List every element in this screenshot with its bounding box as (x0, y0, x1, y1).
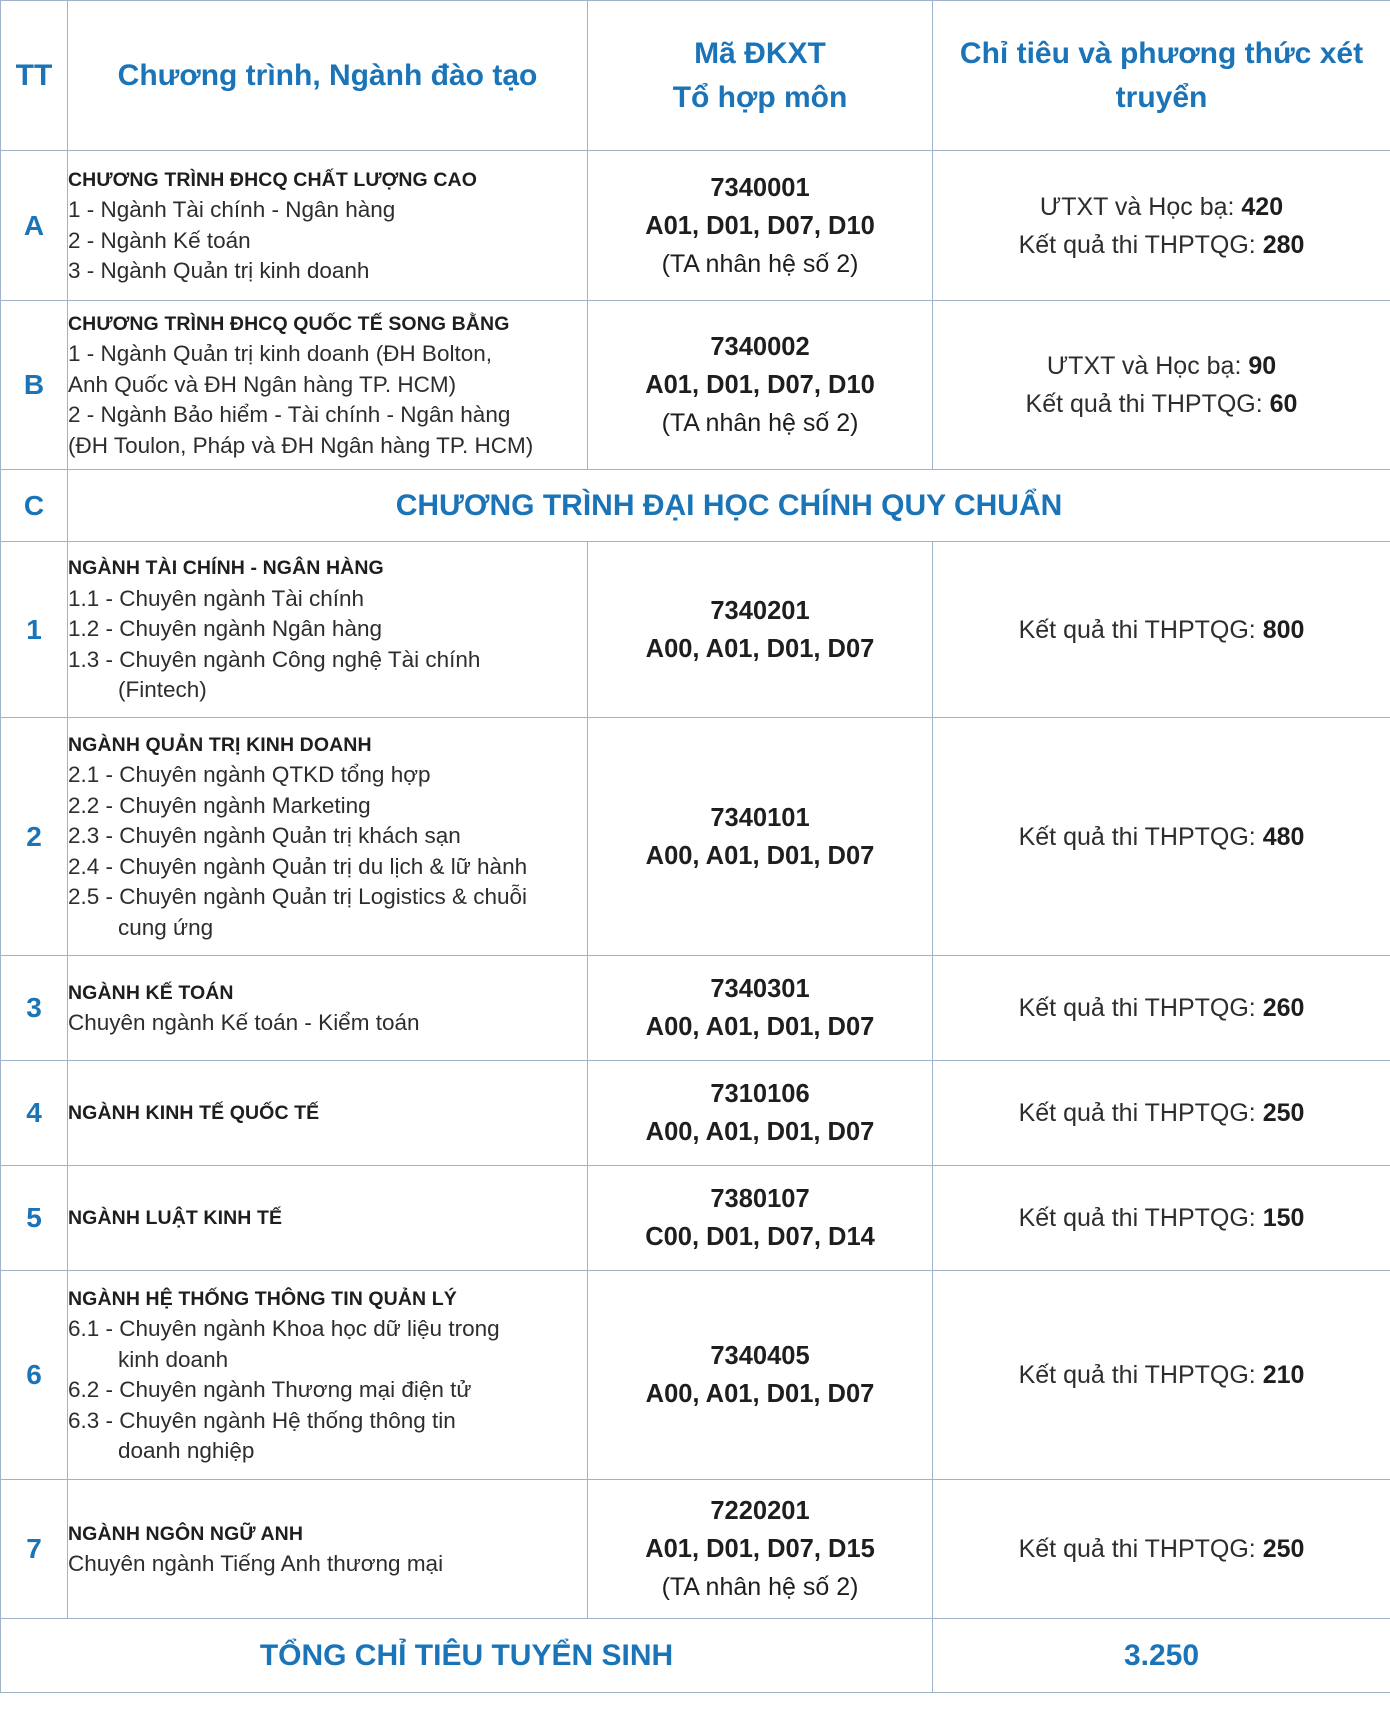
row-tt: 7 (1, 1480, 68, 1619)
quota-value: 60 (1269, 390, 1298, 418)
section-title: CHƯƠNG TRÌNH ĐẠI HỌC CHÍNH QUY CHUẨN (68, 470, 1390, 542)
program-title: NGÀNH QUẢN TRỊ KINH DOANH (68, 733, 372, 756)
admission-code: 7340001 (710, 173, 810, 202)
coefficient-note: (TA nhân hệ số 2) (661, 249, 859, 278)
program-cell (68, 1061, 588, 1166)
quota-line (933, 347, 1390, 385)
table-row-6 (1, 1271, 1390, 1480)
row-tt: C (1, 470, 68, 542)
program-item: 6.3 - Chuyên ngành Hệ thống thông tin (68, 1407, 456, 1433)
quota-cell (933, 1166, 1390, 1271)
program-item: 6.1 - Chuyên ngành Khoa học dữ liệu trong (68, 1316, 500, 1341)
row-tt: 6 (1, 1271, 68, 1480)
admission-code: 7380107 (710, 1185, 810, 1213)
code-cell (588, 956, 933, 1061)
program-item: Chuyên ngành Tiếng Anh thương mại (68, 1551, 444, 1576)
program-title: NGÀNH TÀI CHÍNH - NGÂN HÀNG (68, 557, 384, 580)
quota-line (933, 1094, 1390, 1132)
header-program-label: Chương trình, Ngành đào tạo (117, 58, 538, 92)
quota-value: 150 (1262, 1204, 1305, 1232)
program-item: 2.2 - Chuyên ngành Marketing (68, 792, 371, 818)
quota-value: 280 (1262, 230, 1305, 259)
program-title: NGÀNH KẾ TOÁN (68, 981, 234, 1004)
code-cell (588, 1061, 933, 1166)
quota-line (933, 611, 1390, 649)
code-cell (588, 718, 933, 956)
quota-cell (933, 1480, 1390, 1619)
admission-code: 7340201 (710, 596, 810, 625)
header-quota-line1: Chỉ tiêu và phương thức xét (959, 36, 1364, 70)
quota-cell (933, 1061, 1390, 1166)
quota-value: 90 (1248, 352, 1277, 380)
program-cell (68, 1480, 588, 1619)
subject-combination: A01, D01, D07, D10 (645, 211, 875, 240)
row-tt: 1 (1, 542, 68, 718)
program-cell (68, 1166, 588, 1271)
quota-line (933, 385, 1390, 423)
quota-line (933, 818, 1390, 856)
quota-line (933, 1356, 1390, 1394)
program-item: 2.4 - Chuyên ngành Quản trị du lịch & lữ hành (68, 853, 528, 879)
program-item: 6.2 - Chuyên ngành Thương mại điện tử (68, 1377, 472, 1402)
subject-combination: A00, A01, D01, D07 (645, 1380, 875, 1408)
subject-combination: A00, A01, D01, D07 (645, 634, 875, 663)
code-cell (588, 542, 933, 718)
program-title: NGÀNH KINH TẾ QUỐC TẾ (68, 1101, 320, 1124)
code-cell (588, 301, 933, 470)
program-item: 2.5 - Chuyên ngành Quản trị Logistics & chuỗi (68, 884, 528, 910)
program-item: 1 - Ngành Tài chính - Ngân hàng (68, 197, 396, 222)
program-item: 1.1 - Chuyên ngành Tài chính (68, 585, 365, 611)
program-cell (68, 301, 588, 470)
admission-code: 7310106 (710, 1080, 810, 1108)
quota-value: 800 (1262, 615, 1305, 644)
quota-value: 260 (1262, 994, 1305, 1022)
program-cell (68, 956, 588, 1061)
quota-cell (933, 542, 1390, 718)
program-item: 3 - Ngành Quản trị kinh doanh (68, 258, 370, 283)
program-title: CHƯƠNG TRÌNH ĐHCQ CHẤT LƯỢNG CAO (68, 168, 477, 191)
quota-label: Kết quả thi THPTQG: (1018, 994, 1263, 1022)
program-item: Chuyên ngành Kế toán - Kiểm toán (68, 1010, 420, 1035)
quota-line (933, 989, 1390, 1027)
subject-combination: A01, D01, D07, D10 (645, 371, 875, 399)
program-title: NGÀNH NGÔN NGỮ ANH (68, 1522, 304, 1545)
table-row-1 (1, 542, 1390, 718)
table-row-b (1, 301, 1390, 470)
coefficient-note: (TA nhân hệ số 2) (661, 409, 859, 437)
program-cell (68, 542, 588, 718)
program-item: 2.3 - Chuyên ngành Quản trị khách sạn (68, 823, 461, 849)
program-title: CHƯƠNG TRÌNH ĐHCQ QUỐC TẾ SONG BẰNG (68, 312, 510, 335)
coefficient-note: (TA nhân hệ số 2) (661, 1573, 859, 1601)
quota-cell (933, 1271, 1390, 1480)
quota-label: Kết quả thi THPTQG: (1018, 822, 1263, 851)
subject-combination: C00, D01, D07, D14 (645, 1223, 875, 1251)
code-cell (588, 151, 933, 301)
quota-label: Kết quả thi THPTQG: (1018, 1204, 1263, 1232)
row-tt: A (1, 151, 68, 301)
header-code (588, 1, 933, 151)
total-value: 3.250 (933, 1619, 1390, 1693)
admission-code: 7340101 (710, 803, 810, 832)
quota-line (933, 1530, 1390, 1568)
quota-value: 420 (1241, 192, 1284, 221)
admission-code: 7340405 (710, 1342, 810, 1370)
table-row-2 (1, 718, 1390, 956)
program-item: 2 - Ngành Kế toán (68, 227, 251, 253)
program-item: (ĐH Toulon, Pháp và ĐH Ngân hàng TP. HCM) (68, 432, 534, 458)
program-item: 2.1 - Chuyên ngành QTKD tổng hợp (68, 762, 431, 788)
program-title: NGÀNH LUẬT KINH TẾ (68, 1206, 283, 1229)
program-title: NGÀNH HỆ THỐNG THÔNG TIN QUẢN LÝ (68, 1287, 457, 1310)
quota-cell (933, 956, 1390, 1061)
admission-code: 7340002 (710, 333, 810, 361)
admission-code: 7220201 (710, 1497, 810, 1525)
total-row (1, 1619, 1390, 1693)
code-cell (588, 1166, 933, 1271)
table-header-row (1, 1, 1390, 151)
subject-combination: A00, A01, D01, D07 (645, 1013, 875, 1041)
quota-label: ƯTXT và Học bạ: (1046, 352, 1249, 380)
program-item: (Fintech) (118, 677, 207, 703)
quota-line (933, 226, 1390, 264)
program-item: 1.3 - Chuyên ngành Công nghệ Tài chính (68, 646, 481, 672)
subject-combination: A00, A01, D01, D07 (645, 1118, 875, 1146)
subject-combination: A00, A01, D01, D07 (645, 841, 875, 870)
header-code-line2: Tổ hợp môn (672, 80, 848, 114)
program-item: kinh doanh (118, 1346, 229, 1372)
row-tt: 2 (1, 718, 68, 956)
program-item: 2 - Ngành Bảo hiểm - Tài chính - Ngân hàng (68, 402, 511, 428)
program-item: doanh nghiệp (118, 1438, 255, 1463)
table-row-c (1, 470, 1390, 542)
total-label: TỔNG CHỈ TIÊU TUYỂN SINH (1, 1619, 933, 1693)
program-cell (68, 1271, 588, 1480)
header-tt (1, 1, 68, 151)
quota-value: 210 (1262, 1361, 1305, 1389)
quota-label: Kết quả thi THPTQG: (1018, 1535, 1263, 1563)
code-cell (588, 1480, 933, 1619)
code-cell (588, 1271, 933, 1480)
quota-line (933, 1199, 1390, 1237)
quota-label: Kết quả thi THPTQG: (1018, 230, 1263, 259)
quota-value: 250 (1262, 1099, 1305, 1127)
row-tt: 4 (1, 1061, 68, 1166)
row-tt: B (1, 301, 68, 470)
header-tt-label: TT (15, 58, 53, 92)
quota-label: Kết quả thi THPTQG: (1018, 1361, 1263, 1389)
quota-cell (933, 151, 1390, 301)
program-item: Anh Quốc và ĐH Ngân hàng TP. HCM) (68, 371, 457, 397)
quota-line (933, 188, 1390, 226)
header-quota-line2: truyển (1115, 80, 1208, 114)
header-quota (933, 1, 1390, 151)
quota-label: ƯTXT và Học bạ: (1039, 192, 1242, 221)
quota-cell (933, 301, 1390, 470)
quota-value: 250 (1262, 1535, 1305, 1563)
program-item: cung ứng (118, 914, 214, 940)
table-row-5 (1, 1166, 1390, 1271)
program-item: 1 - Ngành Quản trị kinh doanh (ĐH Bolton, (68, 341, 492, 367)
program-cell (68, 718, 588, 956)
header-program (68, 1, 588, 151)
table-row-3 (1, 956, 1390, 1061)
quota-cell (933, 718, 1390, 956)
quota-label: Kết quả thi THPTQG: (1025, 390, 1270, 418)
quota-value: 480 (1262, 822, 1305, 851)
row-tt: 5 (1, 1166, 68, 1271)
program-cell (68, 151, 588, 301)
table-row-a (1, 151, 1390, 301)
row-tt: 3 (1, 956, 68, 1061)
program-item: 1.2 - Chuyên ngành Ngân hàng (68, 616, 382, 642)
table-row-4 (1, 1061, 1390, 1166)
admission-code: 7340301 (710, 975, 810, 1003)
subject-combination: A01, D01, D07, D15 (645, 1535, 875, 1563)
quota-label: Kết quả thi THPTQG: (1018, 615, 1263, 644)
quota-label: Kết quả thi THPTQG: (1018, 1099, 1263, 1127)
table-row-7 (1, 1480, 1390, 1619)
header-code-line1: Mã ĐKXT (694, 36, 826, 70)
